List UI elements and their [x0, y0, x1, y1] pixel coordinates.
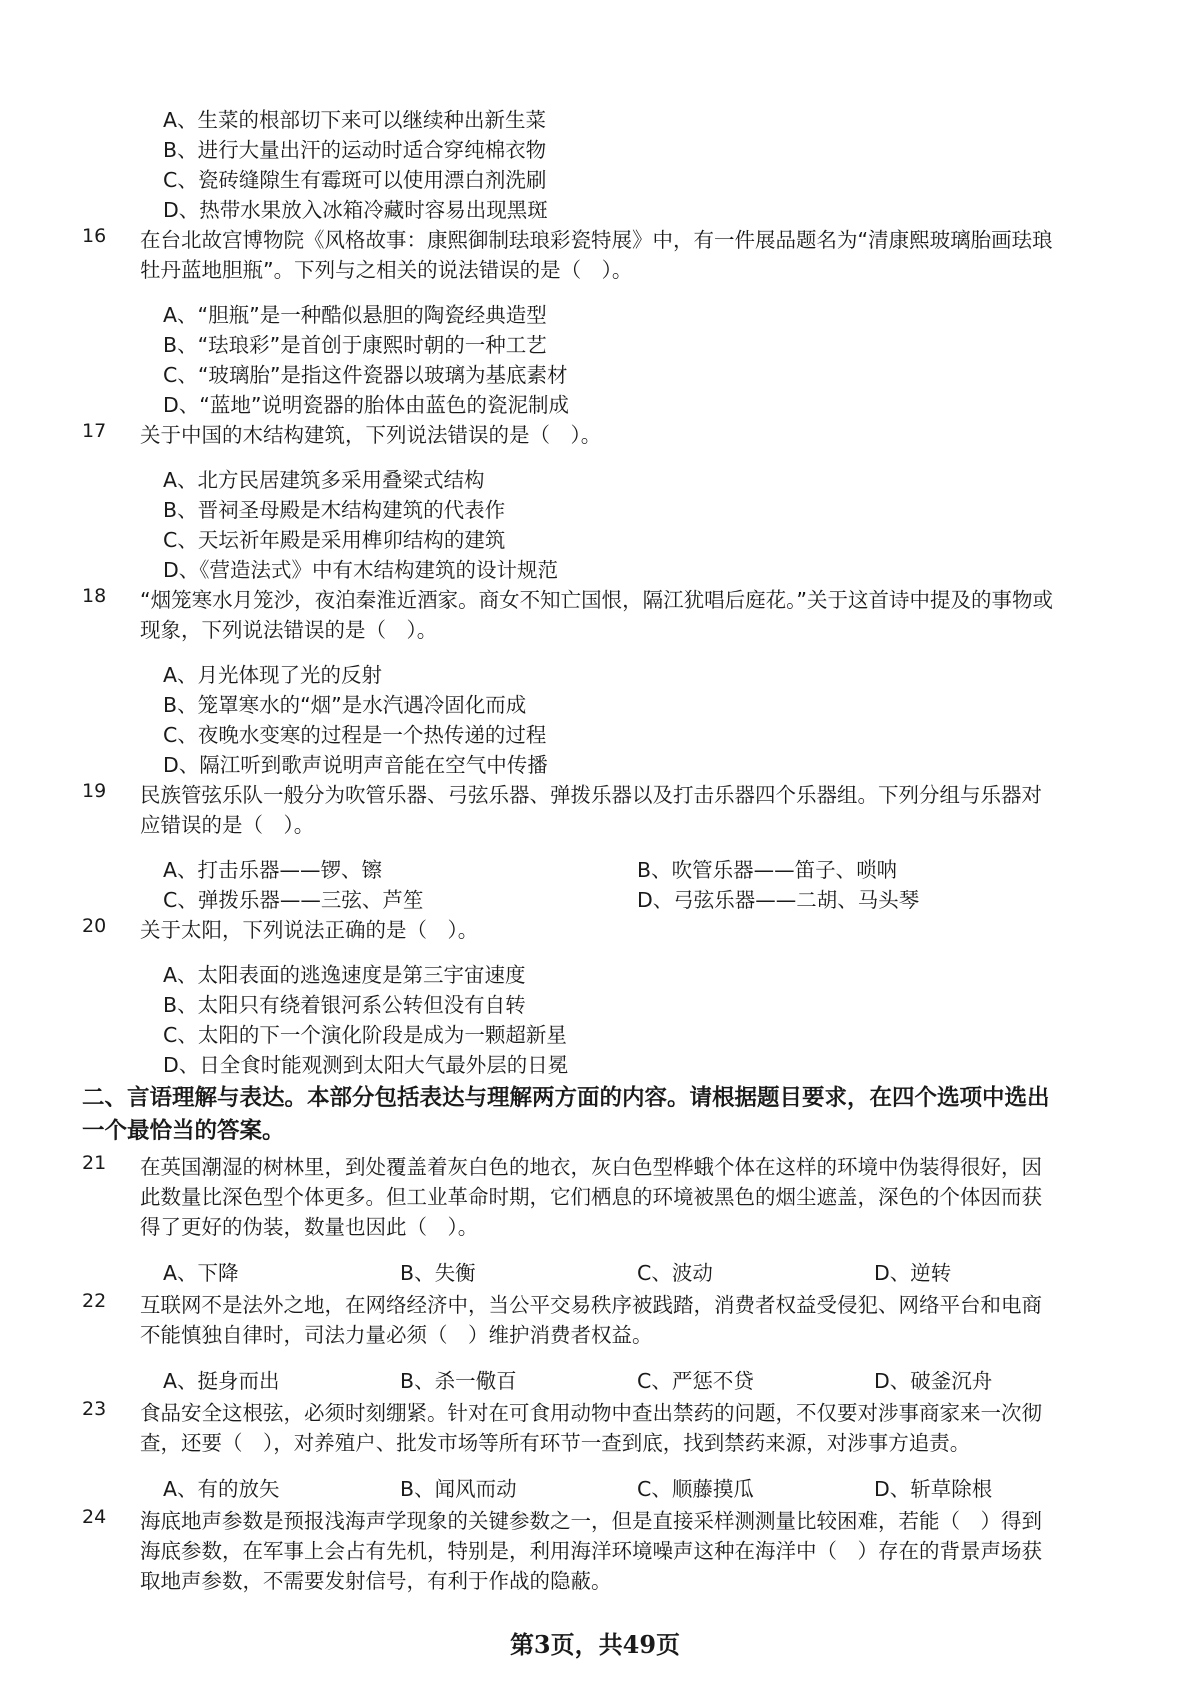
- q18-number: 18: [82, 585, 107, 607]
- q21-option-b: B、失衡: [400, 1261, 476, 1285]
- q21-stem-line3: 得了更好的伪装，数量也因此（ ）。: [140, 1215, 479, 1239]
- q23-option-b: B、闻风而动: [400, 1477, 517, 1501]
- q17-option-a: A、北方民居建筑多采用叠梁式结构: [163, 468, 485, 492]
- q22-option-b: B、杀一儆百: [400, 1369, 517, 1393]
- q21-stem-line2: 此数量比深色型个体更多。但工业革命时期，它们栖息的环境被黑色的烟尘遮盖，深色的个体因而获: [140, 1185, 1042, 1209]
- q24-stem-line1: 海底地声参数是预报浅海声学现象的关键参数之一，但是直接采样测测量比较困难，若能（ ）得到: [140, 1509, 1042, 1533]
- q16-option-c: C、“玻璃胎”是指这件瓷器以玻璃为基底素材: [163, 363, 568, 387]
- q23-number: 23: [82, 1398, 107, 1420]
- q15-option-b: B、进行大量出汗的运动时适合穿纯棉衣物: [163, 138, 547, 162]
- q21-option-c: C、波动: [637, 1261, 713, 1285]
- q21-stem-line1: 在英国潮湿的树林里，到处覆盖着灰白色的地衣，灰白色型桦蛾个体在这样的环境中伪装得很好，因: [140, 1155, 1042, 1179]
- section-heading-line2: 一个最恰当的答案。: [82, 1118, 285, 1144]
- q18-option-d: D、隔江听到歌声说明声音能在空气中传播: [163, 753, 548, 777]
- q21-option-a: A、下降: [163, 1261, 239, 1285]
- q24-stem-line3: 取地声参数，不需要发射信号，有利于作战的隐蔽。: [140, 1569, 612, 1593]
- q21-option-d: D、逆转: [874, 1261, 952, 1285]
- q19-stem-line1: 民族管弦乐队一般分为吹管乐器、弓弦乐器、弹拨乐器以及打击乐器四个乐器组。下列分组与乐器对: [140, 783, 1042, 807]
- q16-option-b: B、“珐琅彩”是首创于康熙时朝的一种工艺: [163, 333, 547, 357]
- q16-option-a: A、“胆瓶”是一种酷似悬胆的陶瓷经典造型: [163, 303, 547, 327]
- q23-option-d: D、斩草除根: [874, 1477, 993, 1501]
- q19-number: 19: [82, 780, 107, 802]
- q20-number: 20: [82, 915, 107, 937]
- q23-stem-line1: 食品安全这根弦，必须时刻绷紧。针对在可食用动物中查出禁药的问题，不仅要对涉事商家来一次彻: [140, 1401, 1042, 1425]
- q16-option-d: D、“蓝地”说明瓷器的胎体由蓝色的瓷泥制成: [163, 393, 570, 417]
- q18-option-b: B、笼罩寒水的“烟”是水汽遇冷固化而成: [163, 693, 527, 717]
- q19-option-a: A、打击乐器——锣、镲: [163, 858, 383, 882]
- page-footer: 第3页，共49页: [509, 1630, 681, 1659]
- q18-option-c: C、夜晚水变寒的过程是一个热传递的过程: [163, 723, 547, 747]
- q19-option-d: D、弓弦乐器——二胡、马头琴: [637, 888, 920, 912]
- q22-stem-line1: 互联网不是法外之地，在网络经济中，当公平交易秩序被践踏，消费者权益受侵犯、网络平台和电商: [140, 1293, 1042, 1317]
- q18-option-a: A、月光体现了光的反射: [163, 663, 383, 687]
- q22-option-d: D、破釜沉舟: [874, 1369, 993, 1393]
- q20-option-d: D、日全食时能观测到太阳大气最外层的日冕: [163, 1053, 569, 1077]
- q17-number: 17: [82, 420, 107, 442]
- q19-stem-line2: 应错误的是（ ）。: [140, 813, 315, 837]
- q19-option-b: B、吹管乐器——笛子、唢呐: [637, 858, 898, 882]
- q24-number: 24: [82, 1506, 107, 1528]
- q16-stem-line2: 牡丹蓝地胆瓶”。下列与之相关的说法错误的是（ ）。: [140, 258, 633, 282]
- q17-option-d: D、《营造法式》中有木结构建筑的设计规范: [163, 558, 559, 582]
- q18-stem-line1: “烟笼寒水月笼沙，夜泊秦淮近酒家。商女不知亡国恨，隔江犹唱后庭花。”关于这首诗中提及的事物或: [140, 588, 1053, 612]
- q15-option-d: D、热带水果放入冰箱冷藏时容易出现黑斑: [163, 198, 548, 222]
- q17-option-b: B、晋祠圣母殿是木结构建筑的代表作: [163, 498, 506, 522]
- q20-stem-line1: 关于太阳，下列说法正确的是（ ）。: [140, 918, 479, 942]
- q20-option-b: B、太阳只有绕着银河系公转但没有自转: [163, 993, 526, 1017]
- q20-option-c: C、太阳的下一个演化阶段是成为一颗超新星: [163, 1023, 567, 1047]
- q23-stem-line2: 查，还要（ ），对养殖户、批发市场等所有环节一查到底，找到禁药来源，对涉事方追责。: [140, 1431, 971, 1455]
- q18-stem-line2: 现象，下列说法错误的是（ ）。: [140, 618, 438, 642]
- q16-stem-line1: 在台北故宫博物院《风格故事：康熙御制珐琅彩瓷特展》中，有一件展品题名为“清康熙玻璃胎画珐琅: [140, 228, 1053, 252]
- q21-number: 21: [82, 1152, 107, 1174]
- q22-number: 22: [82, 1290, 107, 1312]
- q23-option-a: A、有的放矢: [163, 1477, 280, 1501]
- q16-number: 16: [82, 225, 107, 247]
- q17-option-c: C、天坛祈年殿是采用榫卯结构的建筑: [163, 528, 506, 552]
- q24-stem-line2: 海底参数，在军事上会占有先机，特别是，利用海洋环境噪声这种在海洋中（ ）存在的背景声场获: [140, 1539, 1042, 1563]
- q20-option-a: A、太阳表面的逃逸速度是第三宇宙速度: [163, 963, 526, 987]
- q19-option-c: C、弹拨乐器——三弦、芦笙: [163, 888, 424, 912]
- q22-stem-line2: 不能慎独自律时，司法力量必须（ ）维护消费者权益。: [140, 1323, 653, 1347]
- q22-option-c: C、严惩不贷: [637, 1369, 754, 1393]
- q23-option-c: C、顺藤摸瓜: [637, 1477, 754, 1501]
- q17-stem-line1: 关于中国的木结构建筑，下列说法错误的是（ ）。: [140, 423, 602, 447]
- q22-option-a: A、挺身而出: [163, 1369, 280, 1393]
- section-heading-line1: 二、言语理解与表达。本部分包括表达与理解两方面的内容。请根据题目要求，在四个选项中选出: [82, 1085, 1050, 1111]
- q15-option-c: C、瓷砖缝隙生有霉斑可以使用漂白剂洗刷: [163, 168, 547, 192]
- q15-option-a: A、生菜的根部切下来可以继续种出新生菜: [163, 108, 547, 132]
